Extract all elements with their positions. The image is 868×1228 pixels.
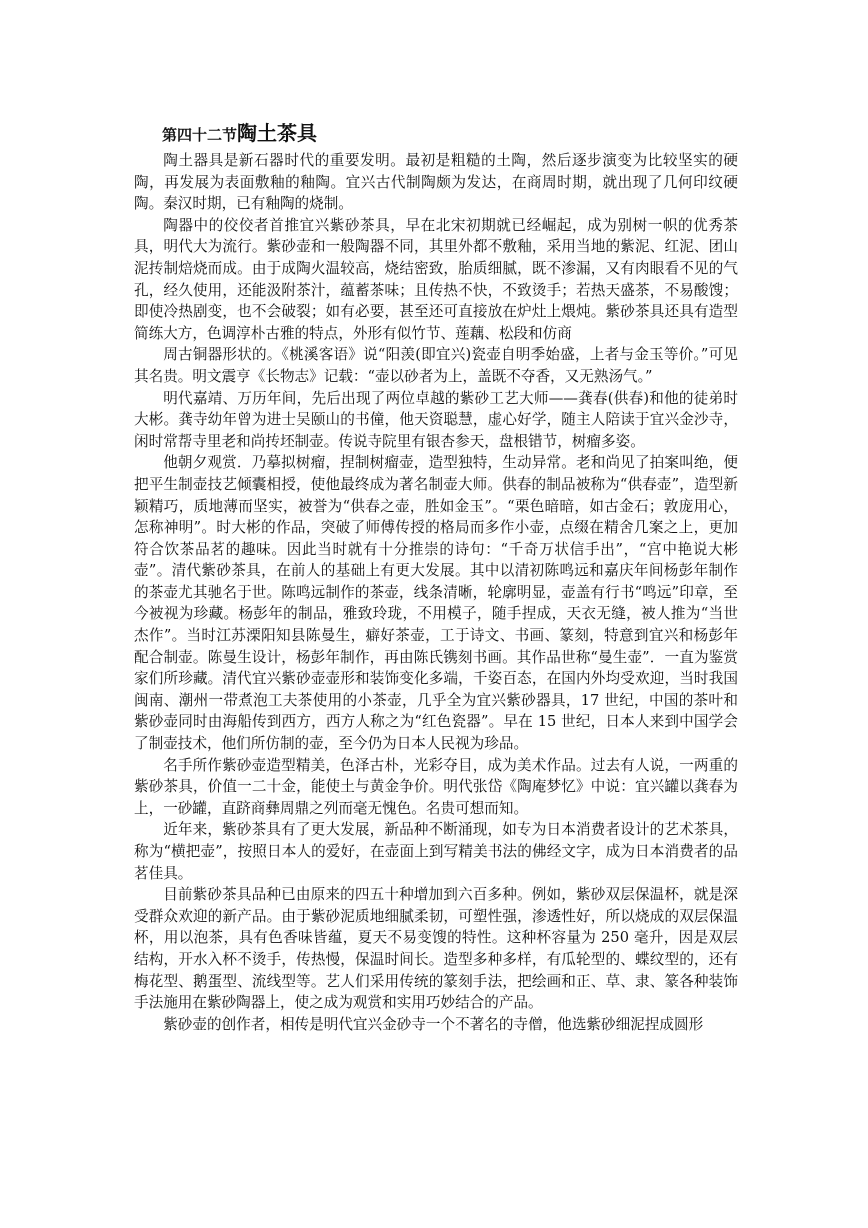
paragraph: 他朝夕观赏．乃摹拟树瘤，捏制树瘤壶，造型独特，生动异常。老和尚见了拍案叫绝，便把平生制壶技艺倾囊相授，使他最终成为著名制壶大师。供春的制品被称为“供春壶”，造型新颖精巧，质地薄而坚实，被誉为“供春之壶，胜如金玉”。“栗色暗暗，如古金石；敦庞用心，怎称神明”。时大彬的作品，突破了师傅传授的格局而多作小壶，点缀在精舍几案之上，更加符合饮茶品茗的趣味。因此当时就有十分推崇的诗句：“千奇万状信手出”，“宫中艳说大彬壶”。清代紫砂茶具，在前人的基础上有更大发展。其中以清初陈鸣远和嘉庆年间杨彭年制作的茶壶尤其驰名于世。陈鸣远制作的茶壶，线条清晰，轮廓明显，壶盖有行书“鸣远”印章，至今被视为珍藏。杨彭年的制品，雅致玲珑，不用模子，随手捏成，天衣无缝，被人推为“当世杰作”。当时江苏溧阳知县陈曼生，癖好茶壶，工于诗文、书画、篆刻，特意到宜兴和杨彭年配合制壶。陈曼生设计，杨彭年制作，再由陈氏镌刻书画。其作品世称“曼生壶”．一直为鉴赏家们所珍藏。清代宜兴紫砂壶壶形和装饰变化多端，千姿百态，在国内外均受欢迎，当时我国闽南、潮州一带煮泡工夫茶使用的小茶壶，几乎全为宜兴紫砂器具，17 世纪，中国的茶叶和紫砂壶同时由海船传到西方，西方人称之为“红色瓷器”。早在 15 世纪，日本人来到中国学会了制壶技术，他们所仿制的壶，至今仍为日本人民视为珍品。 [134, 454, 738, 753]
paragraph: 紫砂壶的创作者，相传是明代宜兴金砂寺一个不著名的寺僧，他选紫砂细泥捏成圆形 [163, 1015, 704, 1033]
paragraph: 目前紫砂茶具品种已由原来的四五十种增加到六百多种。例如，紫砂双层保温杯，就是深受群众欢迎的新产品。由于紫砂泥质地细腻柔韧，可塑性强，渗透性好，所以烧成的双层保温杯，用以泡茶，具有色香味皆蕴，夏天不易变馊的特性。这种杯容量为 250 毫升，因是双层结构，开水入杯不烫手，传热慢，保温时间长。造型多种多样，有瓜轮型的、蝶纹型的，还有梅花型、鹅蛋型、流线型等。艺人们采用传统的篆刻手法，把绘画和正、草、隶、篆各种装饰手法施用在紫砂陶器上，使之成为观赏和实用巧妙结合的产品。 [134, 886, 738, 1012]
paragraph: 名手所作紫砂壶造型精美，色泽古朴，光彩夺目，成为美术作品。过去有人说，一两重的紫砂茶具，价值一二十金，能使土与黄金争价。明代张岱《陶庵梦忆》中说：宜兴罐以龚春为上，一砂罐，直跻商彝周鼎之列而毫无愧色。名贵可想而知。 [134, 756, 738, 817]
paragraph: 明代嘉靖、万历年间，先后出现了两位卓越的紫砂工艺大师——龚春(供春)和他的徒弟时大彬。龚寺幼年曾为进士吴颐山的书僮，他天资聪慧，虚心好学，随主人陪读于宜兴金沙寺，闲时常帮寺里老和尚抟坯制壶。传说寺院里有银杏参天，盘根错节，树瘤多姿。 [134, 389, 738, 450]
paragraph: 周古铜器形状的。《桃溪客语》说“阳羡(即宜兴)瓷壶自明季始盛，上者与金玉等价。”可见其名贵。明文震亨《长物志》记载：“壶以砂者为上，盖既不夺香，又无熟汤气。” [134, 346, 738, 385]
section-heading [162, 117, 317, 146]
section-title: 陶土茶具 [237, 121, 318, 145]
paragraph: 陶土器具是新石器时代的重要发明。最初是粗糙的土陶，然后逐步演变为比较坚实的硬陶，再发展为表面敷釉的釉陶。宜兴古代制陶颇为发达，在商周时期，就出现了几何印纹硬陶。秦汉时期，已有釉陶的烧制。 [134, 152, 738, 213]
paragraph: 陶器中的佼佼者首推宜兴紫砂茶具，早在北宋初期就已经崛起，成为别树一帜的优秀茶具，明代大为流行。紫砂壶和一般陶器不同，其里外都不敷釉，采用当地的紫泥、红泥、团山泥抟制焙烧而成。由于成陶火温较高，烧结密致，胎质细腻，既不渗漏，又有肉眼看不见的气孔，经久使用，还能汲附茶汁，蕴蓄茶味；且传热不快，不致烫手；若热天盛茶，不易酸馊；即使冷热剧变，也不会破裂；如有必要，甚至还可直接放在炉灶上煨炖。紫砂茶具还具有造型简练大方，色调淳朴古雅的特点，外形有似竹节、莲藕、松段和仿商 [134, 216, 738, 342]
paragraph: 近年来，紫砂茶具有了更大发展，新品种不断涌现，如专为日本消费者设计的艺术茶具，称为“横把壶”，按照日本人的爱好，在壶面上到写精美书法的佛经文字，成为日本消费者的品茗佳具。 [134, 821, 738, 882]
section-number: 第四十二节 [162, 126, 238, 144]
article-body [134, 150, 738, 1035]
